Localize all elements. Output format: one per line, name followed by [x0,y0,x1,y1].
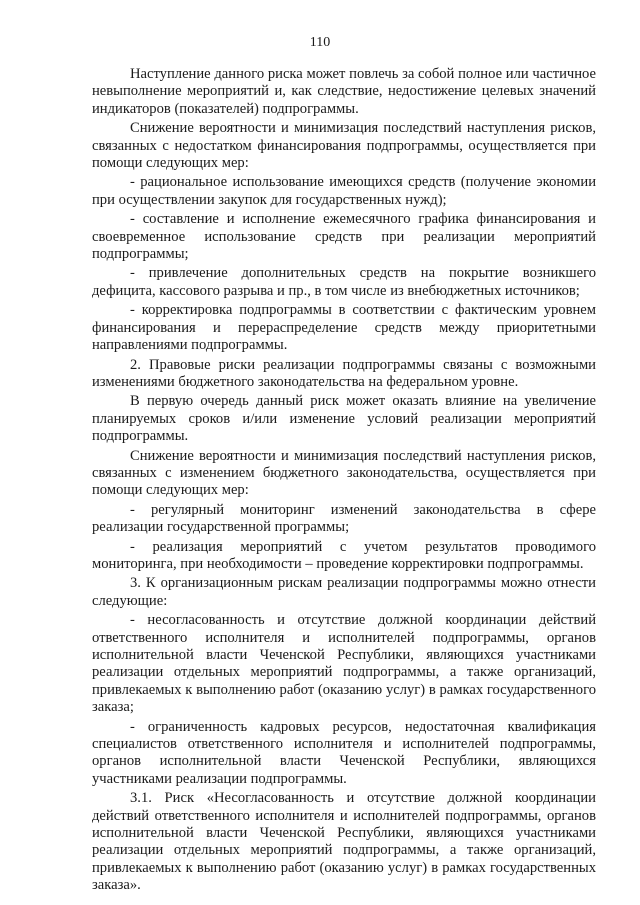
paragraph: Наступление данного риска может повлечь за собой полное или частичное невыполнение мероприятий и, как следствие, недостижение целевых значений индикаторов (показателей) подпрограммы. [92,66,596,117]
paragraph: Снижение вероятности и минимизация последствий наступления рисков, связанных с изменением бюджетного законодательства, осуществляется при помощи следующих мер: [92,447,596,499]
list-item: - привлечение дополнительных средств на покрытие возникшего дефицита, кассового разрыва и пр., в том числе из внебюджетных источников; [92,265,596,299]
paragraph: В первую очередь данный риск может оказать влияние на увеличение планируемых сроков и/или изменение условий реализации мероприятий подпрограммы. [92,393,596,445]
page-number: 110 [309,35,331,50]
list-item: - реализация мероприятий с учетом результатов проводимого мониторинга, при необходимости – проведение корректировки подпрограммы. [92,538,596,572]
paragraph: 3. К организационным рискам реализации подпрограммы можно отнести следующие: [92,575,596,609]
list-item: - регулярный мониторинг изменений законодательства в сфере реализации государственной программы; [92,501,596,536]
list-item: - рациональное использование имеющихся средств (получение экономии при осуществлении закупок для государственных нужд); [92,174,596,208]
list-item: - несогласованность и отсутствие должной координации действий ответственного исполнителя и исполнителей подпрограммы, органов исполнительной власти Чеченской Республики, являющихся участниками реализации отдельных мероприятий подпрограммы, а также организаций, привлекаемых к выполнению работ (оказанию услуг) в рамках государственного заказа; [92,612,596,716]
list-item: - составление и исполнение ежемесячного графика финансирования и своевременное использование средств при реализации мероприятий подпрограммы; [92,211,596,263]
paragraph: Снижение вероятности и минимизация последствий наступления рисков, связанных с недостатком финансирования подпрограммы, осуществляется при помощи следующих мер: [92,120,596,172]
list-item: - ограниченность кадровых ресурсов, недостаточная квалификация специалистов ответственного исполнителя и исполнителей подпрограммы, органов исполнительной власти Чеченской Республики, являющихся участниками реализации подпрограммы. [92,718,596,787]
paragraph: 2. Правовые риски реализации подпрограммы связаны с возможными изменениями бюджетного законодательства на федеральном уровне. [92,356,596,390]
list-item: - корректировка подпрограммы в соответствии с фактическим уровнем финансирования и перераспределение средств между приоритетными направлениями подпрограммы. [92,302,596,354]
paragraph: 3.1. Риск «Несогласованность и отсутствие должной координации действий ответственного исполнителя и исполнителей подпрограммы, органов исполнительной власти Чеченской Республики, являющихся участниками реализации отдельных мероприятий подпрограммы, а также организаций, привлекаемых к выполнению работ (оказанию услуг) в рамках государственных заказа». [92,790,596,894]
document-body [92,66,596,897]
